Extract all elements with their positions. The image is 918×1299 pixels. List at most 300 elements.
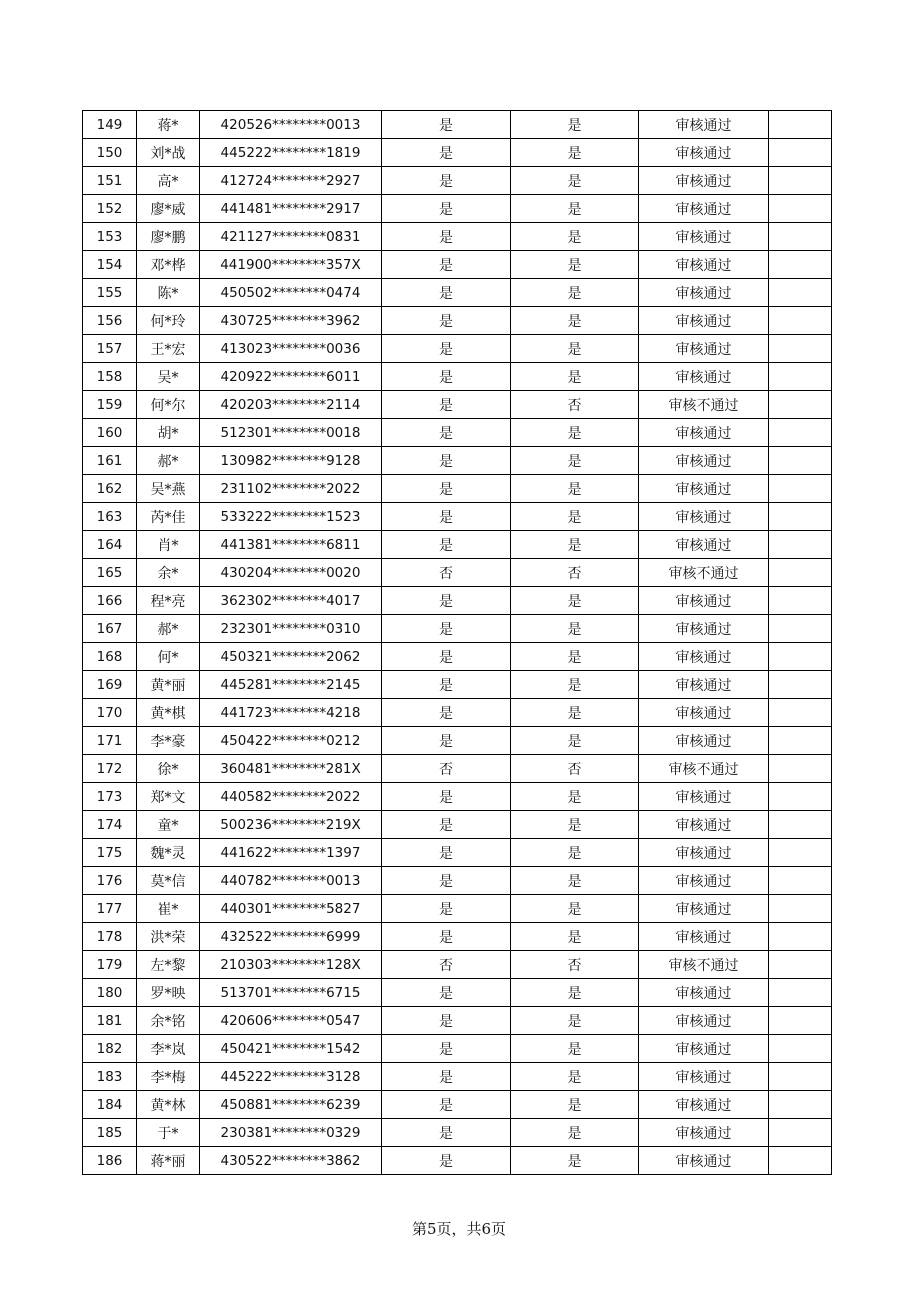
condition-b-cell: 是 [511,895,639,923]
masked-name: 郝* [137,615,200,643]
remark-cell [769,335,832,363]
row-number: 161 [83,447,137,475]
row-number: 152 [83,195,137,223]
condition-b-cell: 是 [511,643,639,671]
table-row [83,811,832,839]
condition-a-cell: 是 [382,391,511,419]
masked-name: 芮*佳 [137,503,200,531]
condition-b-cell: 否 [511,559,639,587]
remark-cell [769,251,832,279]
review-result-cell: 审核通过 [639,839,769,867]
masked-id-number: 441381********6811 [200,531,382,559]
table-row [83,587,832,615]
condition-a-cell: 是 [382,783,511,811]
remark-cell [769,447,832,475]
table-row [83,951,832,979]
condition-a-cell: 是 [382,699,511,727]
masked-name: 余* [137,559,200,587]
remark-cell [769,1091,832,1119]
masked-id-number: 430522********3862 [200,1147,382,1175]
masked-id-number: 130982********9128 [200,447,382,475]
table-row [83,1063,832,1091]
row-number: 178 [83,923,137,951]
masked-id-number: 440582********2022 [200,783,382,811]
row-number: 185 [83,1119,137,1147]
row-number: 159 [83,391,137,419]
review-result-cell: 审核通过 [639,139,769,167]
condition-b-cell: 是 [511,839,639,867]
table-row [83,139,832,167]
row-number: 149 [83,111,137,139]
condition-a-cell: 是 [382,139,511,167]
table-row [83,559,832,587]
review-result-cell: 审核通过 [639,1091,769,1119]
row-number: 174 [83,811,137,839]
row-number: 156 [83,307,137,335]
row-number: 150 [83,139,137,167]
remark-cell [769,279,832,307]
masked-name: 肖* [137,531,200,559]
masked-name: 陈* [137,279,200,307]
row-number: 154 [83,251,137,279]
remark-cell [769,503,832,531]
condition-b-cell: 是 [511,699,639,727]
masked-id-number: 420922********6011 [200,363,382,391]
review-result-cell: 审核通过 [639,447,769,475]
condition-b-cell: 是 [511,1147,639,1175]
condition-b-cell: 是 [511,1063,639,1091]
masked-name: 邓*桦 [137,251,200,279]
masked-name: 吴*燕 [137,475,200,503]
condition-a-cell: 是 [382,475,511,503]
condition-b-cell: 是 [511,139,639,167]
masked-id-number: 441900********357X [200,251,382,279]
review-result-cell: 审核通过 [639,1063,769,1091]
row-number: 168 [83,643,137,671]
condition-b-cell: 是 [511,867,639,895]
masked-name: 罗*映 [137,979,200,1007]
review-result-cell: 审核通过 [639,167,769,195]
masked-name: 黄*丽 [137,671,200,699]
condition-a-cell: 是 [382,363,511,391]
condition-b-cell: 是 [511,531,639,559]
row-number: 155 [83,279,137,307]
table-row [83,335,832,363]
masked-id-number: 450502********0474 [200,279,382,307]
condition-b-cell: 是 [511,475,639,503]
masked-id-number: 441723********4218 [200,699,382,727]
row-number: 180 [83,979,137,1007]
remark-cell [769,391,832,419]
remark-cell [769,195,832,223]
condition-b-cell: 是 [511,363,639,391]
masked-name: 高* [137,167,200,195]
condition-b-cell: 否 [511,755,639,783]
masked-id-number: 445222********1819 [200,139,382,167]
masked-name: 余*铭 [137,1007,200,1035]
masked-id-number: 420606********0547 [200,1007,382,1035]
condition-b-cell: 是 [511,727,639,755]
masked-name: 莫*信 [137,867,200,895]
masked-id-number: 533222********1523 [200,503,382,531]
remark-cell [769,643,832,671]
remark-cell [769,923,832,951]
review-result-cell: 审核通过 [639,223,769,251]
row-number: 158 [83,363,137,391]
row-number: 179 [83,951,137,979]
masked-name: 廖*鹏 [137,223,200,251]
review-result-cell: 审核不通过 [639,559,769,587]
review-result-cell: 审核通过 [639,979,769,1007]
table-row [83,1007,832,1035]
review-result-cell: 审核通过 [639,363,769,391]
table-row [83,615,832,643]
masked-name: 黄*棋 [137,699,200,727]
masked-name: 蒋*丽 [137,1147,200,1175]
row-number: 167 [83,615,137,643]
remark-cell [769,363,832,391]
masked-name: 刘*战 [137,139,200,167]
review-result-cell: 审核通过 [639,503,769,531]
masked-id-number: 430725********3962 [200,307,382,335]
table-row [83,475,832,503]
condition-a-cell: 是 [382,531,511,559]
row-number: 170 [83,699,137,727]
remark-cell [769,783,832,811]
row-number: 186 [83,1147,137,1175]
remark-cell [769,167,832,195]
remark-cell [769,951,832,979]
table-row [83,643,832,671]
condition-b-cell: 是 [511,111,639,139]
masked-id-number: 445281********2145 [200,671,382,699]
remark-cell [769,979,832,1007]
remark-cell [769,1119,832,1147]
masked-id-number: 440301********5827 [200,895,382,923]
masked-name: 王*宏 [137,335,200,363]
table-body [83,111,832,1175]
review-result-cell: 审核通过 [639,1119,769,1147]
review-result-cell: 审核通过 [639,307,769,335]
row-number: 184 [83,1091,137,1119]
masked-name: 廖*威 [137,195,200,223]
row-number: 181 [83,1007,137,1035]
table-row [83,167,832,195]
condition-a-cell: 是 [382,587,511,615]
condition-b-cell: 是 [511,1035,639,1063]
condition-a-cell: 是 [382,643,511,671]
table-row [83,307,832,335]
condition-a-cell: 是 [382,811,511,839]
masked-name: 魏*灵 [137,839,200,867]
condition-b-cell: 是 [511,223,639,251]
row-number: 172 [83,755,137,783]
table-row [83,531,832,559]
masked-name: 何*玲 [137,307,200,335]
masked-id-number: 420203********2114 [200,391,382,419]
condition-b-cell: 是 [511,335,639,363]
condition-b-cell: 是 [511,811,639,839]
page-footer: 第5页，共6页 [411,1220,507,1238]
row-number: 176 [83,867,137,895]
row-number: 151 [83,167,137,195]
masked-id-number: 441622********1397 [200,839,382,867]
masked-name: 郝* [137,447,200,475]
row-number: 153 [83,223,137,251]
remark-cell [769,223,832,251]
review-result-cell: 审核通过 [639,643,769,671]
condition-a-cell: 是 [382,447,511,475]
condition-a-cell: 是 [382,727,511,755]
table-row [83,447,832,475]
condition-a-cell: 是 [382,671,511,699]
review-result-cell: 审核通过 [639,251,769,279]
review-result-cell: 审核通过 [639,811,769,839]
table-row [83,419,832,447]
masked-name: 吴* [137,363,200,391]
remark-cell [769,895,832,923]
condition-a-cell: 是 [382,111,511,139]
condition-a-cell: 否 [382,559,511,587]
condition-a-cell: 否 [382,951,511,979]
remark-cell [769,559,832,587]
condition-a-cell: 是 [382,223,511,251]
condition-a-cell: 是 [382,1147,511,1175]
table-row [83,979,832,1007]
table-row [83,783,832,811]
masked-name: 蒋* [137,111,200,139]
condition-b-cell: 是 [511,195,639,223]
masked-id-number: 232301********0310 [200,615,382,643]
condition-a-cell: 是 [382,1035,511,1063]
masked-name: 左*黎 [137,951,200,979]
masked-name: 何*尔 [137,391,200,419]
condition-b-cell: 是 [511,503,639,531]
condition-a-cell: 是 [382,1091,511,1119]
review-result-cell: 审核通过 [639,111,769,139]
remark-cell [769,1147,832,1175]
review-result-cell: 审核通过 [639,923,769,951]
table-row [83,727,832,755]
masked-name: 李*梅 [137,1063,200,1091]
review-result-cell: 审核通过 [639,279,769,307]
masked-id-number: 450881********6239 [200,1091,382,1119]
condition-a-cell: 是 [382,279,511,307]
condition-a-cell: 是 [382,923,511,951]
table-row [83,1119,832,1147]
condition-b-cell: 是 [511,1091,639,1119]
condition-a-cell: 是 [382,1119,511,1147]
remark-cell [769,531,832,559]
table-row [83,867,832,895]
condition-a-cell: 是 [382,839,511,867]
masked-id-number: 210303********128X [200,951,382,979]
review-result-table [82,110,832,1175]
masked-id-number: 421127********0831 [200,223,382,251]
table-row [83,839,832,867]
table-row [83,1035,832,1063]
masked-name: 洪*荣 [137,923,200,951]
masked-name: 程*亮 [137,587,200,615]
table-row [83,391,832,419]
masked-id-number: 360481********281X [200,755,382,783]
table-row [83,111,832,139]
remark-cell [769,419,832,447]
masked-name: 李*岚 [137,1035,200,1063]
table-row [83,699,832,727]
remark-cell [769,139,832,167]
condition-a-cell: 是 [382,195,511,223]
condition-a-cell: 否 [382,755,511,783]
masked-id-number: 445222********3128 [200,1063,382,1091]
masked-id-number: 413023********0036 [200,335,382,363]
row-number: 164 [83,531,137,559]
condition-a-cell: 是 [382,979,511,1007]
review-result-cell: 审核不通过 [639,391,769,419]
table-row [83,279,832,307]
table-row [83,503,832,531]
masked-id-number: 230381********0329 [200,1119,382,1147]
remark-cell [769,111,832,139]
masked-id-number: 450422********0212 [200,727,382,755]
table-row [83,923,832,951]
table-row [83,755,832,783]
review-result-cell: 审核通过 [639,727,769,755]
remark-cell [769,615,832,643]
masked-id-number: 412724********2927 [200,167,382,195]
masked-id-number: 440782********0013 [200,867,382,895]
masked-name: 李*豪 [137,727,200,755]
masked-name: 徐* [137,755,200,783]
condition-b-cell: 是 [511,923,639,951]
row-number: 169 [83,671,137,699]
table-row [83,223,832,251]
condition-a-cell: 是 [382,867,511,895]
row-number: 166 [83,587,137,615]
review-result-cell: 审核通过 [639,699,769,727]
review-result-cell: 审核通过 [639,195,769,223]
remark-cell [769,587,832,615]
masked-id-number: 420526********0013 [200,111,382,139]
remark-cell [769,1007,832,1035]
remark-cell [769,699,832,727]
masked-id-number: 450321********2062 [200,643,382,671]
masked-name: 何* [137,643,200,671]
remark-cell [769,727,832,755]
review-result-cell: 审核通过 [639,1007,769,1035]
condition-b-cell: 是 [511,251,639,279]
masked-id-number: 441481********2917 [200,195,382,223]
masked-id-number: 430204********0020 [200,559,382,587]
condition-a-cell: 是 [382,167,511,195]
review-result-cell: 审核通过 [639,335,769,363]
table-row [83,195,832,223]
review-result-cell: 审核通过 [639,475,769,503]
condition-a-cell: 是 [382,615,511,643]
condition-a-cell: 是 [382,419,511,447]
row-number: 157 [83,335,137,363]
review-result-cell: 审核通过 [639,587,769,615]
masked-id-number: 432522********6999 [200,923,382,951]
review-result-cell: 审核通过 [639,783,769,811]
masked-id-number: 450421********1542 [200,1035,382,1063]
condition-a-cell: 是 [382,503,511,531]
row-number: 182 [83,1035,137,1063]
condition-b-cell: 是 [511,419,639,447]
review-result-cell: 审核通过 [639,671,769,699]
condition-a-cell: 是 [382,307,511,335]
condition-b-cell: 是 [511,587,639,615]
table-row [83,251,832,279]
row-number: 163 [83,503,137,531]
remark-cell [769,671,832,699]
review-result-cell: 审核通过 [639,1035,769,1063]
masked-id-number: 231102********2022 [200,475,382,503]
row-number: 173 [83,783,137,811]
masked-id-number: 362302********4017 [200,587,382,615]
row-number: 177 [83,895,137,923]
masked-name: 郑*文 [137,783,200,811]
condition-a-cell: 是 [382,895,511,923]
condition-b-cell: 是 [511,279,639,307]
row-number: 165 [83,559,137,587]
row-number: 175 [83,839,137,867]
review-result-cell: 审核通过 [639,867,769,895]
remark-cell [769,867,832,895]
table-row [83,1091,832,1119]
masked-name: 于* [137,1119,200,1147]
row-number: 160 [83,419,137,447]
condition-b-cell: 是 [511,1007,639,1035]
condition-a-cell: 是 [382,1063,511,1091]
remark-cell [769,755,832,783]
masked-name: 童* [137,811,200,839]
masked-id-number: 512301********0018 [200,419,382,447]
table-row [83,671,832,699]
condition-a-cell: 是 [382,251,511,279]
remark-cell [769,475,832,503]
table-row [83,1147,832,1175]
table-row [83,363,832,391]
condition-b-cell: 是 [511,783,639,811]
masked-id-number: 500236********219X [200,811,382,839]
condition-b-cell: 是 [511,671,639,699]
review-result-cell: 审核通过 [639,419,769,447]
review-result-cell: 审核通过 [639,615,769,643]
review-result-cell: 审核不通过 [639,755,769,783]
masked-name: 胡* [137,419,200,447]
masked-id-number: 513701********6715 [200,979,382,1007]
remark-cell [769,1035,832,1063]
review-result-cell: 审核通过 [639,531,769,559]
condition-a-cell: 是 [382,1007,511,1035]
condition-b-cell: 是 [511,1119,639,1147]
remark-cell [769,811,832,839]
condition-a-cell: 是 [382,335,511,363]
condition-b-cell: 是 [511,167,639,195]
condition-b-cell: 否 [511,391,639,419]
masked-name: 黄*林 [137,1091,200,1119]
condition-b-cell: 是 [511,307,639,335]
remark-cell [769,1063,832,1091]
table-row [83,895,832,923]
review-result-cell: 审核通过 [639,895,769,923]
review-result-cell: 审核不通过 [639,951,769,979]
remark-cell [769,307,832,335]
row-number: 162 [83,475,137,503]
condition-b-cell: 是 [511,615,639,643]
condition-b-cell: 是 [511,447,639,475]
